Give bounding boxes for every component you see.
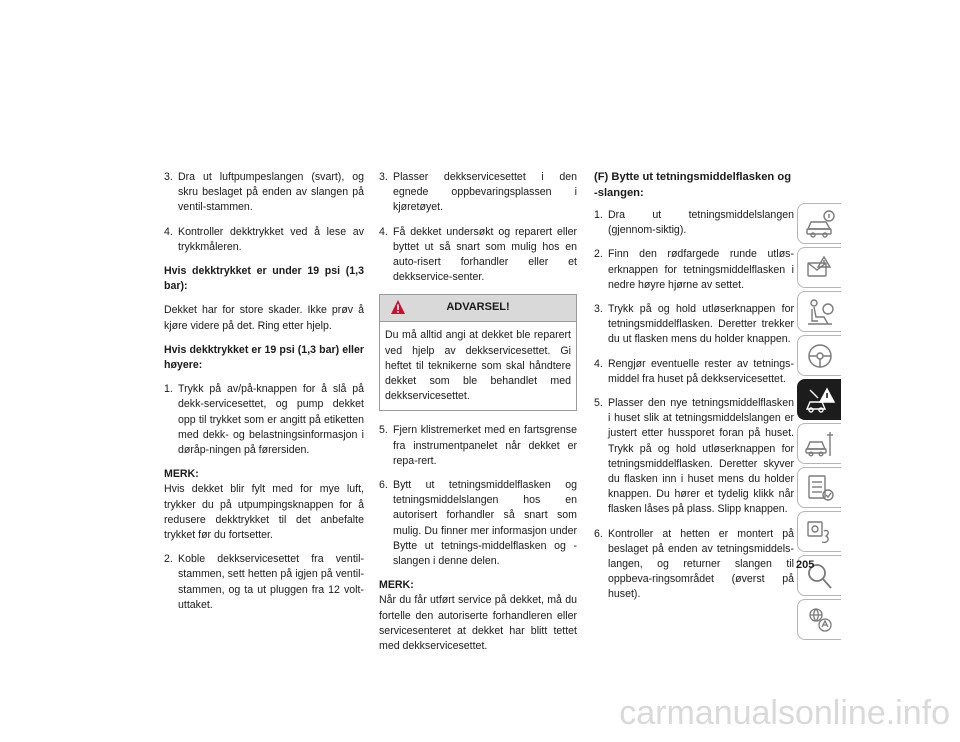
warning-header — [380, 295, 576, 322]
language-icon — [804, 605, 836, 635]
list-item — [594, 302, 794, 348]
list-number: 4. — [164, 225, 173, 238]
list-item — [164, 225, 364, 255]
multimedia-icon — [804, 517, 836, 547]
section-heading — [594, 170, 794, 201]
tab-checklist[interactable] — [797, 467, 841, 508]
subheading-over: Hvis dekktrykket er 19 psi (1,3 bar) eller høyere: — [164, 343, 364, 372]
warning-title: ADVARSEL! — [446, 301, 510, 314]
chapter-tabs — [797, 203, 841, 643]
emergency-road-icon — [804, 385, 836, 415]
tab-car-info[interactable] — [797, 203, 841, 244]
list-item — [594, 527, 794, 603]
list-item — [594, 208, 794, 238]
list-text: Dra ut tetningsmiddelslangen (gjennom-siktig). — [608, 209, 794, 237]
list-text: Dra ut luftpumpeslangen (svart), og skru beslaget på enden av slangen på ventil-stammen. — [178, 171, 364, 214]
tab-language[interactable] — [797, 599, 841, 640]
list-number: 6. — [379, 479, 388, 492]
list-number: 5. — [594, 397, 603, 410]
list-number: 3. — [164, 171, 173, 183]
list-number: 3. — [594, 303, 603, 316]
tab-service-tools[interactable] — [797, 423, 841, 464]
warning-text: Du må alltid angi at dekket ble reparert ved hjelp av dekkservicesettet. Gi heftet til teknikerne som skal håndtere dekket som ble behandlet med dekkservicesettet. — [385, 329, 571, 403]
list-text: Fjern klistremerket med en fartsgrense fra instrumentpanelet når dekket er repa-rert. — [393, 424, 577, 467]
list-text: Kontroller dekktrykket ved å lese av trykkmåleren. — [178, 225, 364, 253]
list-number: 4. — [379, 225, 388, 238]
tab-steering-wheel[interactable] — [797, 335, 841, 376]
subheading-under: Hvis dekktrykket er under 19 psi (1,3 bar): — [164, 265, 364, 293]
list-number: 2. — [164, 553, 173, 566]
watermark: carmanualsonline.info — [619, 694, 950, 732]
list-item — [379, 170, 577, 216]
list-item — [164, 552, 364, 613]
safety-messages-icon — [804, 253, 836, 283]
list-item — [379, 423, 577, 469]
list-number: 2. — [594, 248, 603, 261]
list-text: Plasser dekkservicesettet i den egnede oppbevaringsplassen i kjøretøyet. — [393, 171, 577, 214]
service-tools-icon — [804, 429, 836, 459]
tab-multimedia[interactable] — [797, 511, 841, 552]
list-number: 4. — [594, 357, 603, 370]
list-text: Koble dekkservicesettet fra ventil-stammen, sett hetten på igjen på ventil-stammen, og ta ut pluggen fra 12 volt-uttaket. — [178, 553, 364, 611]
note-title: MERK: — [379, 579, 414, 592]
list-number: 1. — [594, 209, 603, 221]
tab-safety-messages[interactable] — [797, 247, 841, 288]
list-text: Trykk på og hold utløserknappen for tetningsmiddelflasken. Deretter trekker du ut flasken mens du holder knappen. — [608, 303, 794, 346]
section-heading-line2: -slangen: — [594, 186, 644, 199]
list-number: 5. — [379, 424, 388, 437]
list-item — [379, 478, 577, 569]
list-text: Plasser den nye tetningsmiddelflasken i huset slik at tetningsmiddelslangen er justert etter hussporet foran på huset. Trykk på og hold utløserknappen for tetningsmiddelflasken. Deretter skyver du flasken inn i huset mens du holder knappen. Du hører et tydelig klikk når flasken låses på plass. Slipp knappen. — [608, 397, 794, 516]
airbag-seat-icon — [804, 297, 836, 327]
tab-airbag-seat[interactable] — [797, 291, 841, 332]
page-number: 205 — [796, 559, 815, 571]
under-pressure-text: Dekket har for store skader. Ikke prøv å kjøre videre på det. Ring etter hjelp. — [164, 304, 364, 332]
list-text: Finn den rødfargede runde utløs-erknappen for tetningsmiddelflasken i nedre høyre hjørne av settet. — [608, 248, 794, 291]
steering-wheel-icon — [804, 341, 836, 371]
left-column — [164, 170, 364, 622]
list-text: Få dekket undersøkt og reparert eller byttet ut så snart som mulig hos en auto-risert forhandler eller et dekkservice-senter. — [393, 225, 577, 284]
note-text: Når du får utført service på dekket, må du fortelle den autoriserte forhandleren eller servicesenteret at dekket har blitt tettet med dekkservicesettet. — [379, 594, 577, 653]
list-item — [594, 247, 794, 293]
right-column — [594, 170, 794, 612]
section-heading-line1: (F) Bytte ut tetningsmiddelflasken og — [594, 171, 792, 183]
car-info-icon — [804, 209, 836, 239]
list-text: Kontroller at hetten er montert på beslaget på enden av tetningsmiddels-langen, og returner slangen til oppbeva-ringsområdet (øverst på huset). — [608, 527, 794, 601]
note-text: Hvis dekket blir fylt med for mye luft, trykker du på utpumpingsknappen for å redusere dekktrykket til det anbefalte trykket før du fortsetter. — [164, 483, 364, 542]
list-item — [594, 357, 794, 387]
list-number: 6. — [594, 527, 603, 540]
list-number: 1. — [164, 383, 173, 396]
list-item — [379, 225, 577, 286]
list-item — [164, 382, 364, 458]
list-text: Bytt ut tetningsmiddelflasken og tetningsmiddelslangen hos en autorisert forhandler så snart som mulig. Du finner mer informasjon under Bytte ut tetnings-middelflasken og -slangen i denne delen. — [393, 479, 577, 568]
list-number: 3. — [379, 171, 388, 183]
checklist-icon — [804, 473, 836, 503]
list-text: Rengjør eventuelle rester av tetnings-middel fra huset på dekkservicesettet. — [608, 357, 794, 385]
list-item — [164, 170, 364, 216]
tab-emergency-road[interactable] — [797, 379, 841, 420]
middle-column — [379, 170, 577, 663]
note-title: MERK: — [164, 468, 199, 481]
warning-box — [379, 294, 577, 411]
list-item — [594, 396, 794, 518]
list-text: Trykk på av/på-knappen for å slå på dekk-servicesettet, og pump dekket opp til trykket som er angitt på etiketten med dekk- og belastningsinformasjon i døråp-ningen på førersiden. — [178, 383, 364, 457]
